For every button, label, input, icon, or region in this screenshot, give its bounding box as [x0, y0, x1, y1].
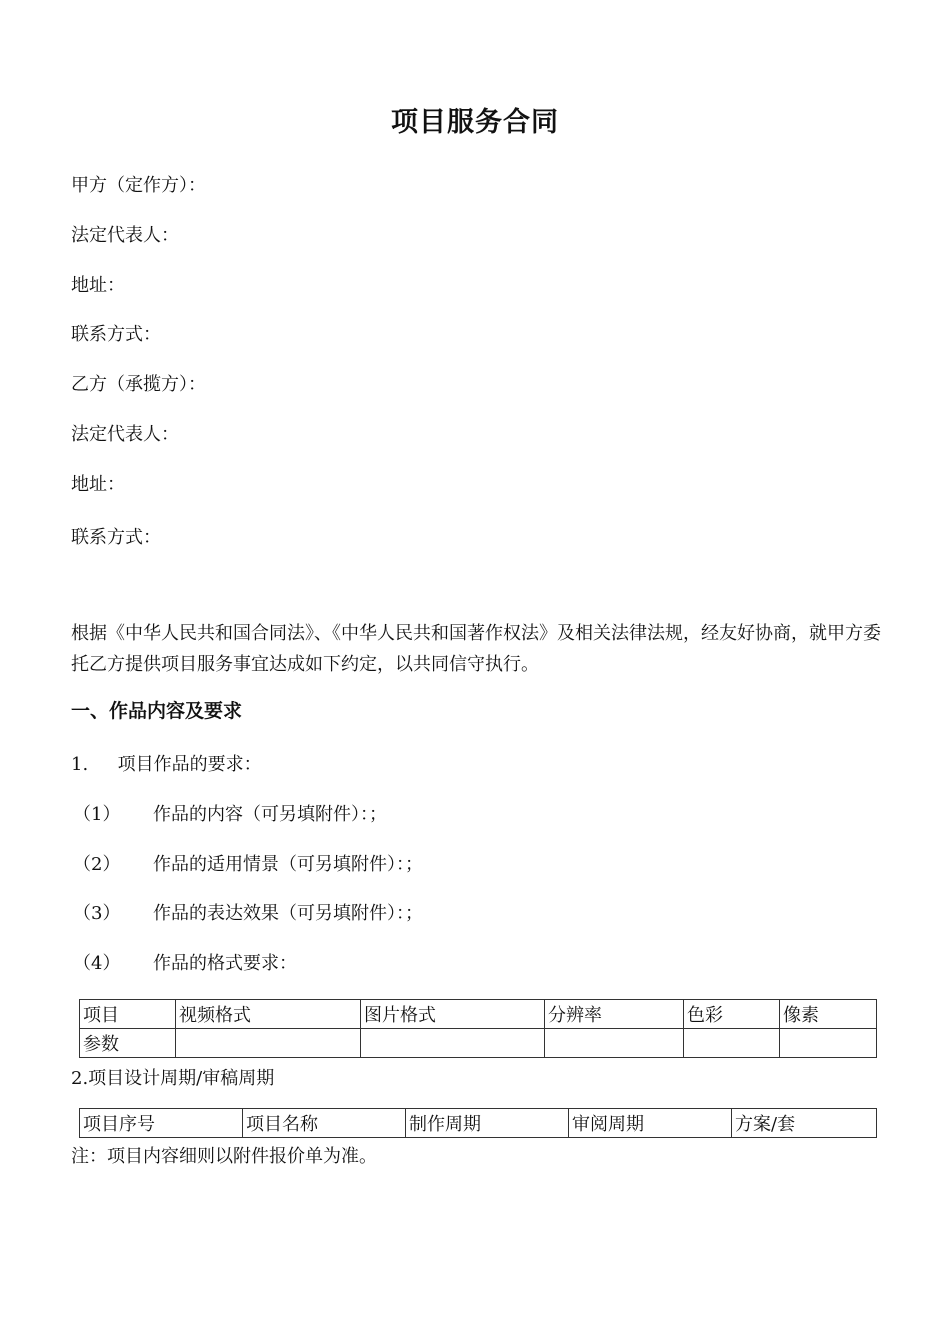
subitem-4-number: （4）: [73, 953, 121, 974]
subitem-3-text: 作品的表达效果（可另填附件）：；: [153, 903, 423, 924]
format-table-header-cell: 视频格式: [176, 1000, 361, 1029]
format-table-cell: [361, 1029, 545, 1058]
format-table-row: [80, 1029, 877, 1058]
item-1: [71, 750, 262, 776]
intro-paragraph: 根据《中华人民共和国合同法》、《中华人民共和国著作权法》及相关法律法规，经友好协商，就甲方委托乙方提供项目服务事宜达成如下约定，以共同信守执行。: [71, 623, 881, 675]
party-a-label: 甲方（定作方）：: [71, 175, 206, 196]
item-1-text: 项目作品的要求：: [117, 754, 262, 775]
period-table-header-cell: 审阅周期: [569, 1109, 732, 1138]
format-table-cell: [545, 1029, 684, 1058]
format-table-cell: [176, 1029, 361, 1058]
period-table: [79, 1108, 877, 1138]
period-table-header-cell: 项目名称: [243, 1109, 406, 1138]
period-table-header-cell: 制作周期: [406, 1109, 569, 1138]
party-a-representative: 法定代表人：: [71, 225, 179, 246]
format-table-header-row: [80, 1000, 877, 1029]
document-title: 项目服务合同: [391, 107, 559, 138]
format-table-header-cell: 像素: [780, 1000, 877, 1029]
period-table-header-cell: 项目序号: [80, 1109, 243, 1138]
format-table-cell: [780, 1029, 877, 1058]
subitem-4-text: 作品的格式要求：: [153, 953, 297, 974]
party-b-address: 地址：: [71, 474, 125, 495]
subitem-2-number: （2）: [73, 854, 121, 875]
section-1-heading: 一、作品内容及要求: [71, 700, 243, 722]
subitem-1: [73, 800, 387, 826]
format-table-cell: [684, 1029, 780, 1058]
party-b-contact: 联系方式：: [71, 527, 161, 548]
party-b-representative: 法定代表人：: [71, 424, 179, 445]
period-table-header-cell: 方案/套: [732, 1109, 877, 1138]
period-table-header-row: [80, 1109, 877, 1138]
item-1-number: 1.: [71, 754, 89, 775]
subitem-1-text: 作品的内容（可另填附件）：；: [153, 804, 387, 825]
subitem-2-text: 作品的适用情景（可另填附件）：；: [153, 854, 423, 875]
format-table: [79, 999, 877, 1058]
party-a-address: 地址：: [71, 275, 125, 296]
format-table-cell: 参数: [80, 1029, 176, 1058]
format-table-header-cell: 分辨率: [545, 1000, 684, 1029]
note: 注：项目内容细则以附件报价单为准。: [71, 1146, 377, 1167]
subitem-1-number: （1）: [73, 804, 121, 825]
party-a-contact: 联系方式：: [71, 324, 161, 345]
format-table-header-cell: 图片格式: [361, 1000, 545, 1029]
subitem-3: [73, 899, 423, 925]
subitem-3-number: （3）: [73, 903, 121, 924]
party-b-label: 乙方（承揽方）：: [71, 374, 206, 395]
item-2: 2.项目设计周期/审稿周期: [71, 1068, 275, 1089]
subitem-4: [73, 949, 297, 975]
format-table-header-cell: 项目: [80, 1000, 176, 1029]
format-table-header-cell: 色彩: [684, 1000, 780, 1029]
subitem-2: [73, 850, 423, 876]
